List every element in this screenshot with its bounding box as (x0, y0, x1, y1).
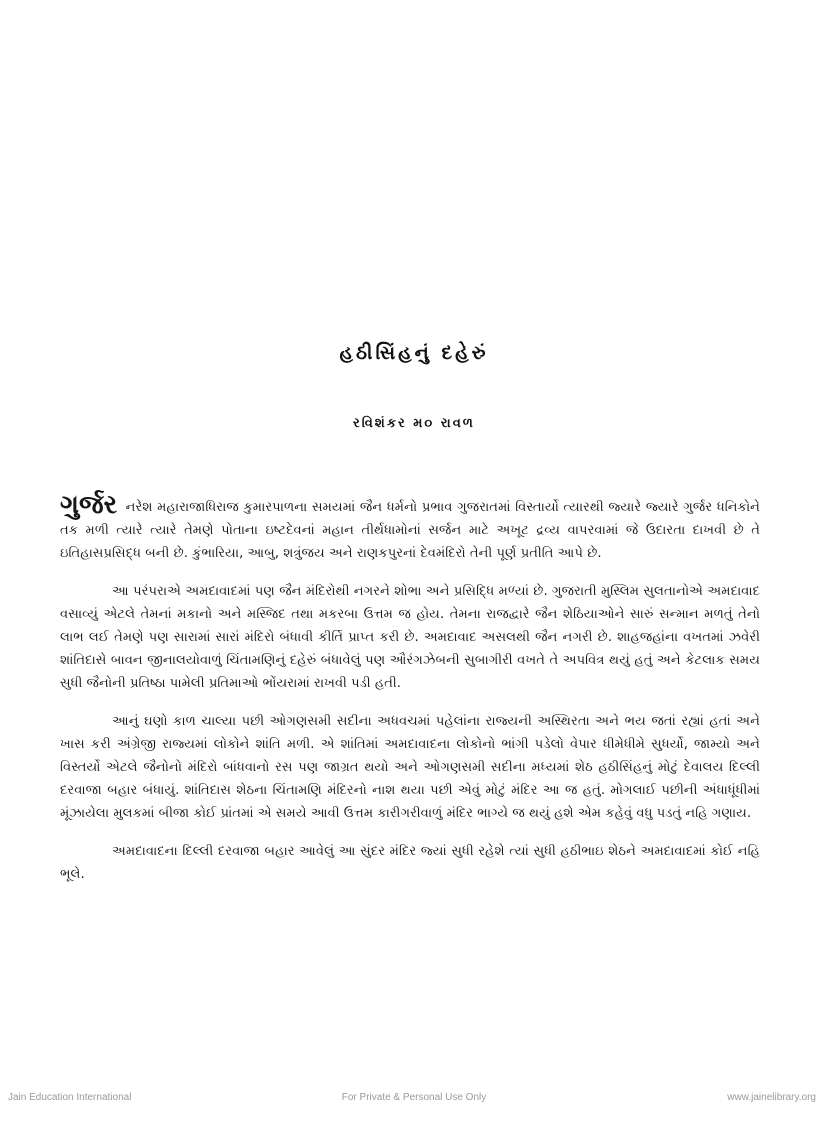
article-body (60, 490, 760, 901)
paragraph-3: આનું ઘણો કાળ ચાલ્યા પછી ઓગણસમી સદીના અધવચમાં પહેલાંના રાજ્યની અસ્થિરતા અને ભય જતાં રહ્યાં હતાં અને ખાસ કરી અંગ્રેજી રાજ્યમાં લોકોને શાંતિ મળી. એ શાંતિમાં અમદાવાદના લોકોનો ભાંગી પડેલો વેપાર ધીમેધીમે સુધર્યો, જામ્યો અને વિસ્તર્યો એટલે જૈનોનો મંદિરો બાંધવાનો રસ પણ જાગ્રત થયો અને ઓગણસમી સદીના મધ્યમાં શેઠ હઠીસિંહનું મોટું દેવાલય દિલ્લી દરવાજા બહાર બંધાયું. શાંતિદાસ શેઠના ચિંતામણિ મંદિરનો નાશ થયા પછી એવું મોટું મંદિર આ જ હતું. મોગલાઈ પછીની અંધાધૂંધીમાં મૂંઝાયેલા મુલકમાં બીજા કોઈ પ્રાંતમાં એ સમયે આવી ઉત્તમ કારીગરીવાળું મંદિર ભાગ્યે જ થયું હશે એમ કહેવું વધુ પડતું નહિ ગણાય. (60, 714, 760, 821)
article-title: હઠીસિંહનું દહેરું (339, 342, 489, 364)
footer-publisher: Jain Education International (8, 1092, 132, 1103)
footer-website-link[interactable]: www.jainelibrary.org (727, 1092, 816, 1103)
paragraph-1 (60, 490, 760, 565)
footer-usage-note: For Private & Personal Use Only (341, 1092, 487, 1103)
drop-cap: ગુર્જર (60, 490, 118, 520)
paragraph-2: આ પરંપરાએ અમદાવાદમાં પણ જૈન મંદિરોથી નગરને શોભા અને પ્રસિદ્ધિ મળ્યાં છે. ગુજરાતી મુસ્લિમ સુલતાનોએ અમદાવાદ વસાવ્યું એટલે તેમનાં મકાનો અને મસ્જિદ તથા મકરબા ઉત્તમ જ હોય. તેમના રાજદ્વારે જૈન શેઠિયાઓને સારું સન્માન મળતું તેનો લાભ લઈ તેમણે પણ સારામાં સારાં મંદિરો બંધાવી કીર્તિ પ્રાપ્ત કરી છે. અમદાવાદ અસલથી જૈન નગરી છે. શાહજહાંના વખતમાં ઝવેરી શાંતિદાસે બાવન જીનાલયોવાળું ચિંતામણિનું દહેરું બંધાવેલું પણ ઔરંગઝેબની સુબાગીરી વખતે તે અપવિત્ર થયું હતું અને કેટલાક સમય સુધી જૈનોની પ્રતિષ્ઠા પામેલી પ્રતિમાઓ ભોંયરામાં રાખવી પડી હતી. (60, 584, 760, 691)
paragraph-4: અમદાવાદના દિલ્લી દરવાજા બહાર આવેલું આ સુંદર મંદિર જ્યાં સુધી રહેશે ત્યાં સુધી હઠીભાઇ શેઠને અમદાવાદમાં કોઈ નહિ ભૂલે. (60, 844, 760, 882)
page-footer (0, 1092, 828, 1108)
paragraph-text: નરેશ મહારાજાધિરાજ કુમારપાળના સમયમાં જૈન ધર્મનો પ્રભાવ ગુજરાતમાં વિસ્તાર્યો ત્યારથી જ્યારે જ્યારે ગુર્જર ધનિકોને તક મળી ત્યારે ત્યારે તેમણે પોતાના ઇષ્ટદેવનાં મહાન તીર્થધામોનાં સર્જન માટે અખૂટ દ્રવ્ય વાપરવામાં જે ઉદારતા દાખવી છે તે ઇતિહાસપ્રસિદ્ધ બની છે. કુંભારિયા, આબુ, શત્રુંજય અને રાણકપુરનાં દેવમંદિરો તેની પૂર્ણ પ્રતીતિ આપે છે. (60, 500, 760, 561)
article-author: રવિશંકર મ૦ રાવળ (353, 416, 475, 431)
